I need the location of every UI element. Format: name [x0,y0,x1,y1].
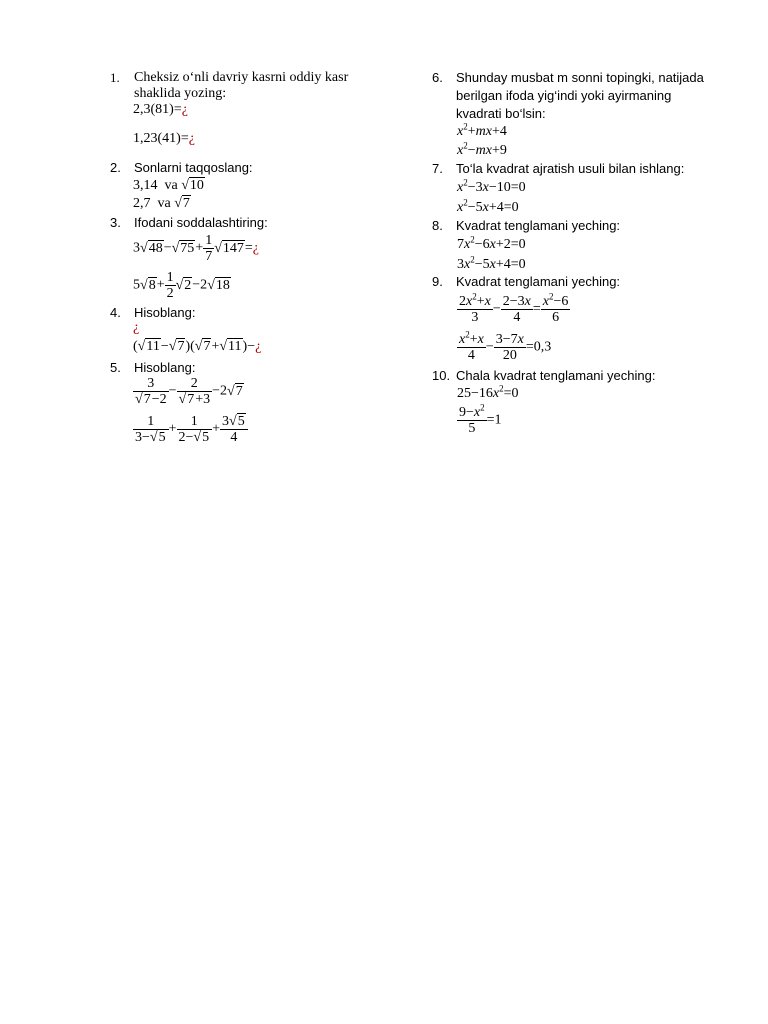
question-text: Ifodani soddalashtiring: [134,215,268,230]
sqrt: √7 [194,339,211,354]
sqrt: √7 [178,392,195,407]
var: x [489,237,496,252]
question-text: Sonlarni taqqoslang: [134,160,253,175]
q10-expression-b [457,402,502,436]
fraction [165,270,176,301]
numerator [457,402,487,420]
question-text-line1: Shunday musbat m sonni topingki, natijada [456,70,704,85]
numerator: 1 [166,270,174,285]
t: − [467,143,476,158]
t: 25−16 [457,386,493,401]
numerator: 3 [147,376,155,391]
t: 3−7 [495,332,518,347]
var: x [482,180,489,195]
question-number: 7. [432,161,443,176]
sqrt: √7 [227,383,243,399]
t: 3 [222,414,229,429]
var: x [457,143,464,158]
t: =1 [486,412,502,428]
denominator: 4 [457,347,486,363]
t: + [195,240,204,256]
t: + [168,421,177,437]
exp: 2 [463,177,468,188]
denominator [177,391,213,407]
q7-expression-b [457,197,519,216]
t: +2=0 [495,237,526,252]
t: + [212,421,220,437]
t: + [467,124,476,139]
denominator: 5 [457,420,487,436]
q6-expression-b [457,140,507,159]
sqrt: √147 [214,240,244,256]
value: 2,7 [133,196,151,211]
numerator [220,414,248,429]
t: 2−3 [502,294,525,309]
expr: 1,23(41)= [133,131,189,146]
q3-expression-b [133,270,231,301]
sqrt: √7 [135,392,151,407]
t: − [160,339,169,354]
t: 3− [135,430,150,445]
t: = [244,240,253,256]
numerator: 1 [190,414,198,429]
radicand: 18 [215,277,230,293]
var: mx [475,124,492,139]
denominator: 6 [541,309,571,325]
var: x [524,294,531,309]
t: 3 [457,257,464,272]
q5-expression-a [133,376,244,407]
numerator: 2 [190,376,198,391]
exp: 2 [549,291,554,302]
question-number: 1. [110,70,120,85]
t: −6 [553,294,569,309]
question-number: 10. [432,368,451,383]
t: +4 [491,124,507,139]
t: −3 [467,180,483,195]
question-text-line2: shaklida yozing: [134,86,227,101]
denominator: 3 [457,309,493,325]
fraction [457,329,486,363]
var: x [489,257,496,272]
sqrt: √11 [137,339,160,354]
sqrt: √2 [175,277,192,293]
t: =0,3 [525,339,552,355]
value: 3,14 [133,178,158,193]
numerator [541,291,571,309]
t: −2 [192,277,208,293]
var: x [464,237,471,252]
q9-expression-a [457,291,570,325]
denominator: 4 [220,429,248,445]
fraction [457,291,493,325]
question-number: 5. [110,360,121,375]
t: + [211,339,220,354]
question-text: Hisoblang: [134,360,196,375]
var: x [457,200,464,215]
var: x [492,386,500,401]
question-number: 8. [432,218,443,233]
fraction [541,291,571,325]
radicand: 147 [222,240,244,256]
radicand: 7 [187,392,195,407]
q1-expression-a [133,102,188,118]
fraction [494,332,526,363]
radicand: 5 [202,430,210,445]
sqrt: √5 [229,414,245,429]
sqrt: √7 [168,339,185,354]
t: − [492,301,501,317]
t: +9 [491,143,507,158]
sqrt: √10 [181,178,204,193]
t: −2 [151,392,167,407]
t: )( [185,339,195,354]
q2-compare-b [133,196,191,212]
q7-expression-a [457,177,526,196]
q8-expression-a [457,234,526,253]
var: x [457,124,464,139]
denominator: 20 [494,347,526,363]
numerator [457,329,486,347]
q2-compare-a [133,178,205,194]
radicand: 5 [237,414,245,429]
question-text: Kvadrat tenglamani yeching: [456,218,621,233]
radicand: 7 [177,339,185,354]
t: + [469,332,478,347]
t: = [532,301,541,317]
radicand: 7 [203,339,211,354]
va-label: va [164,178,178,193]
radicand: 5 [158,430,166,445]
t: + [476,294,485,309]
radicand: 11 [146,339,160,354]
expr: 2,3(81)= [133,102,182,117]
question-text: Hisoblang: [134,305,196,320]
t: −10=0 [488,180,526,195]
numerator [501,294,533,309]
var: x [457,180,464,195]
q4-expression [133,339,261,355]
t: )− [242,339,256,354]
radicand: 7 [182,196,190,211]
t: + [156,277,165,293]
va-label: va [157,196,171,211]
t: −5 [467,200,483,215]
missing-glyph: ¿ [252,240,259,256]
question-text: Chala kvadrat tenglamani yeching: [456,368,656,383]
radicand: 8 [148,277,156,293]
missing-glyph: ¿ [181,102,188,117]
question-text-line3: kvadrati bo‘lsin: [456,106,546,121]
exp: 2 [463,197,468,208]
q6-expression-a [457,121,507,140]
sqrt: √7 [174,196,190,211]
sqrt: √48 [140,240,163,256]
fraction [501,294,533,325]
numerator [494,332,526,347]
denominator: 4 [501,309,533,325]
q10-expression-a [457,383,519,402]
fraction [220,414,248,445]
t: +4=0 [488,200,519,215]
exp: 2 [463,140,468,151]
denominator: 7 [205,249,213,264]
missing-glyph: ¿ [255,339,262,354]
sqrt: √75 [171,240,195,256]
q5-expression-b [133,414,248,445]
numerator [457,291,493,309]
t: −6 [474,237,490,252]
var: x [466,294,473,309]
question-text-line1: Cheksiz o‘nli davriy kasrni oddiy kasr [134,70,349,85]
exp: 2 [463,121,468,132]
radicand: 10 [189,178,204,193]
question-text: Kvadrat tenglamani yeching: [456,274,621,289]
t: − [168,383,177,399]
q9-expression-b [457,329,552,363]
exp: 2 [465,329,470,340]
var: x [459,332,466,347]
denominator [177,429,213,445]
denominator [133,391,169,407]
question-number: 3. [110,215,121,230]
sqrt: √5 [149,430,166,445]
var: x [517,332,524,347]
var: x [464,257,471,272]
var: x [473,405,481,420]
question-text-line2: berilgan ifoda yig‘indi yoki ayirmaning [456,88,672,103]
radicand: 75 [180,240,195,256]
denominator [133,429,169,445]
t: 2 [459,294,466,309]
question-number: 6. [432,70,443,85]
question-number: 9. [432,274,443,289]
t: − [163,240,172,256]
fraction [177,376,213,407]
exp: 2 [480,402,485,413]
q3-expression-a [133,233,259,264]
t: 3 [133,240,140,256]
var: mx [475,143,492,158]
t: +4=0 [495,257,526,272]
sqrt: √18 [207,277,230,293]
numerator: 1 [205,233,213,248]
exp: 2 [470,234,475,245]
denominator: 2 [166,286,174,301]
missing-glyph: ¿ [188,131,195,146]
exp: 2 [472,291,477,302]
t: 9− [459,405,474,420]
fraction [133,414,169,445]
sqrt: √8 [140,277,156,293]
sqrt: √5 [193,430,210,445]
numerator: 1 [147,414,155,429]
radicand: 48 [148,240,163,256]
radicand: 7 [235,383,243,399]
q1-expression-b [133,131,195,147]
question-text: To‘la kvadrat ajratish usuli bilan ishlang: [456,161,685,176]
radicand: 2 [184,277,192,293]
t: −5 [474,257,490,272]
q8-expression-b [457,254,526,273]
question-number: 4. [110,305,121,320]
fraction [457,402,487,436]
question-number: 2. [110,160,121,175]
var: x [542,294,549,309]
t: 7 [457,237,464,252]
t: 2− [178,430,194,445]
fraction [177,414,213,445]
sqrt: √11 [219,339,242,354]
radicand: 7 [143,392,151,407]
t: +3 [195,392,211,407]
var: x [484,294,491,309]
t: − [485,339,494,355]
q4-missing-glyph: ¿ [133,320,140,335]
exp: 2 [499,383,504,394]
radicand: 11 [228,339,242,354]
fraction [203,233,214,264]
var: x [477,332,484,347]
fraction [133,376,169,407]
t: ( [133,339,138,354]
var: x [482,200,489,215]
t: =0 [503,386,519,401]
t: 5 [133,277,140,293]
exp: 2 [470,254,475,265]
t: −2 [212,383,227,399]
